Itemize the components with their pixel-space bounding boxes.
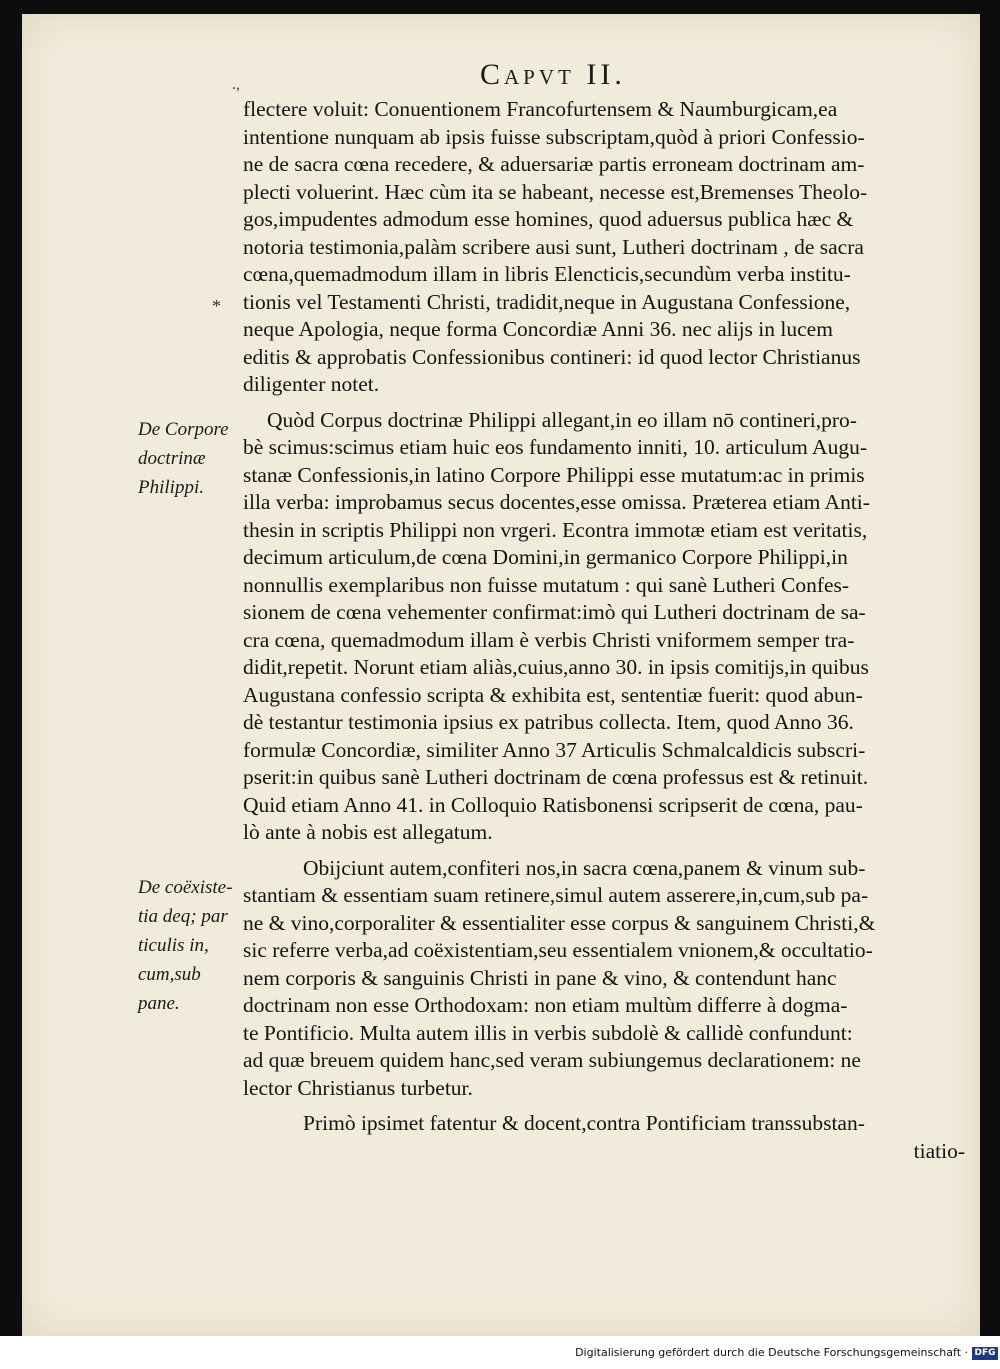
text-line: Augustana confessio scripta & exhibita est, sententiæ fuerit: quod abun-	[243, 682, 863, 707]
text-line: diligenter notet.	[243, 372, 380, 396]
catchword: tiatio-	[913, 1138, 965, 1163]
text-line: flectere voluit: Conuentionem Francofurtensem & Naumburgicam,ea	[243, 97, 838, 121]
margin-note-line: Philippi.	[138, 477, 204, 498]
text-line: ne & vino,corporaliter & essentialiter esse corpus & sanguinem Christi,&	[243, 910, 876, 935]
text-line: cœna,quemadmodum illam in libris Elencticis,secundùm verba institu-	[243, 262, 851, 286]
text-line: dè testantur testimonia ipsius ex patribus collecta. Item, quod Anno 36.	[243, 710, 854, 734]
paragraph-4	[243, 1110, 965, 1165]
text-line: editis & approbatis Confessionibus contineri: id quod lector Christianus	[243, 344, 861, 369]
text-line: intentione nunquam ab ipsis fuisse subscriptam,quòd à priori Confessio-	[243, 124, 865, 149]
text-line: nem corporis & sanguinis Christi in pane & vino, & contendunt hanc	[243, 965, 837, 990]
margin-note-line: pane.	[138, 993, 180, 1014]
text-line: ne de sacra cœna recedere, & aduersariæ partis erroneam doctrinam am-	[243, 152, 865, 176]
text-line: gos,impudentes admodum esse homines, quod aduersus publica hæc &	[243, 207, 854, 231]
text-line: notoria testimonia,palàm scribere ausi sunt, Lutheri doctrinam , de sacra	[243, 234, 864, 259]
paragraph-2	[243, 407, 965, 847]
text-line: lò ante à nobis est allegatum.	[243, 820, 493, 844]
text-line: nonnullis exemplaribus non fuisse mutatum : qui sanè Lutheri Confes-	[243, 572, 850, 597]
text-line: decimum articulum,de cœna Domini,in germanico Corpore Philippi,in	[243, 545, 848, 569]
dfg-logo: DFG	[972, 1347, 998, 1360]
text-line: lector Christianus turbetur.	[243, 1075, 473, 1100]
running-header: Capvt II.	[480, 58, 626, 91]
margin-note-line: ticulis in,	[138, 935, 209, 956]
text-line: ad quæ breuem quidem hanc,sed veram subiungemus declarationem: ne	[243, 1048, 861, 1072]
paragraph-1	[243, 96, 965, 399]
text-line: stantiam & essentiam suam retinere,simul autem asserere,in,cum,sub pa-	[243, 883, 869, 907]
text-line: stanæ Confessionis,in latino Corpore Philippi esse mutatum:ac in primis	[243, 462, 865, 487]
text-line: Quòd Corpus doctrinæ Philippi allegant,in eo illam nō contineri,pro-	[267, 407, 857, 432]
text-line: Obijciunt autem,confiteri nos,in sacra cœna,panem & vinum sub-	[303, 855, 866, 880]
margin-note-line: doctrinæ	[138, 448, 206, 469]
text-line: cra cœna, quemadmodum illam è verbis Christi vniformem semper tra-	[243, 627, 855, 652]
text-line: sionem de cœna vehementer confirmat:imò qui Lutheri doctrinam de sa-	[243, 600, 866, 624]
text-line: sic referre verba,ad coëxistentiam,seu essentialem vnionem,& occultatio-	[243, 938, 873, 962]
funding-notice: Digitalisierung gefördert durch die Deutsche Forschungsgemeinschaft ·	[575, 1346, 968, 1359]
text-line: Primò ipsimet fatentur & docent,contra Pontificiam transsubstan-	[303, 1111, 865, 1135]
text-line: thesin in scriptis Philippi non vrgeri. Econtra immotæ etiam est veritatis,	[243, 517, 868, 542]
margin-note-line: De coëxiste-	[138, 877, 233, 898]
main-text	[243, 96, 965, 1165]
margin-note-line: tia deq; par	[138, 906, 228, 927]
text-line: bè scimus:scimus etiam huic eos fundamento inniti, 10. articulum Augu-	[243, 435, 867, 459]
text-line: didit,repetit. Norunt etiam aliàs,cuius,anno 30. in ipsis comitijs,in quibus	[243, 655, 869, 679]
text-line: neque Apologia, neque forma Concordiæ Anni 36. nec alijs in lucem	[243, 317, 833, 341]
margin-note-coexistentia	[138, 873, 238, 1018]
text-line: pserit:in quibus sanè Lutheri doctrinam de cœna professus est & retinuit.	[243, 765, 869, 789]
page-marks: .,	[232, 76, 240, 93]
margin-note-corpus-doctrinae	[138, 415, 238, 502]
text-line: te Pontificio. Multa autem illis in verbis subdolè & callidè confundunt:	[243, 1020, 853, 1045]
text-line: doctrinam non esse Orthodoxam: non etiam multùm differre à dogma-	[243, 993, 848, 1017]
margin-note-line: De Corpore	[138, 419, 229, 440]
text-line: formulæ Concordiæ, similiter Anno 37 Articulis Schmalcaldicis subscri-	[243, 737, 866, 762]
text-line: Quid etiam Anno 41. in Colloquio Ratisbonensi scripserit de cœna, pau-	[243, 792, 863, 817]
text-line: plecti voluerint. Hæc cùm ita se habeant, necesse est,Bremenses Theolo-	[243, 179, 868, 204]
text-line: illa verba: improbamus secus docentes,esse omissa. Præterea etiam Anti-	[243, 490, 870, 514]
paragraph-3	[243, 855, 965, 1103]
asterisk-mark: *	[212, 296, 221, 316]
text-line: tionis vel Testamenti Christi, tradidit,neque in Augustana Confessione,	[243, 289, 851, 314]
margin-note-line: cum,sub	[138, 964, 201, 985]
